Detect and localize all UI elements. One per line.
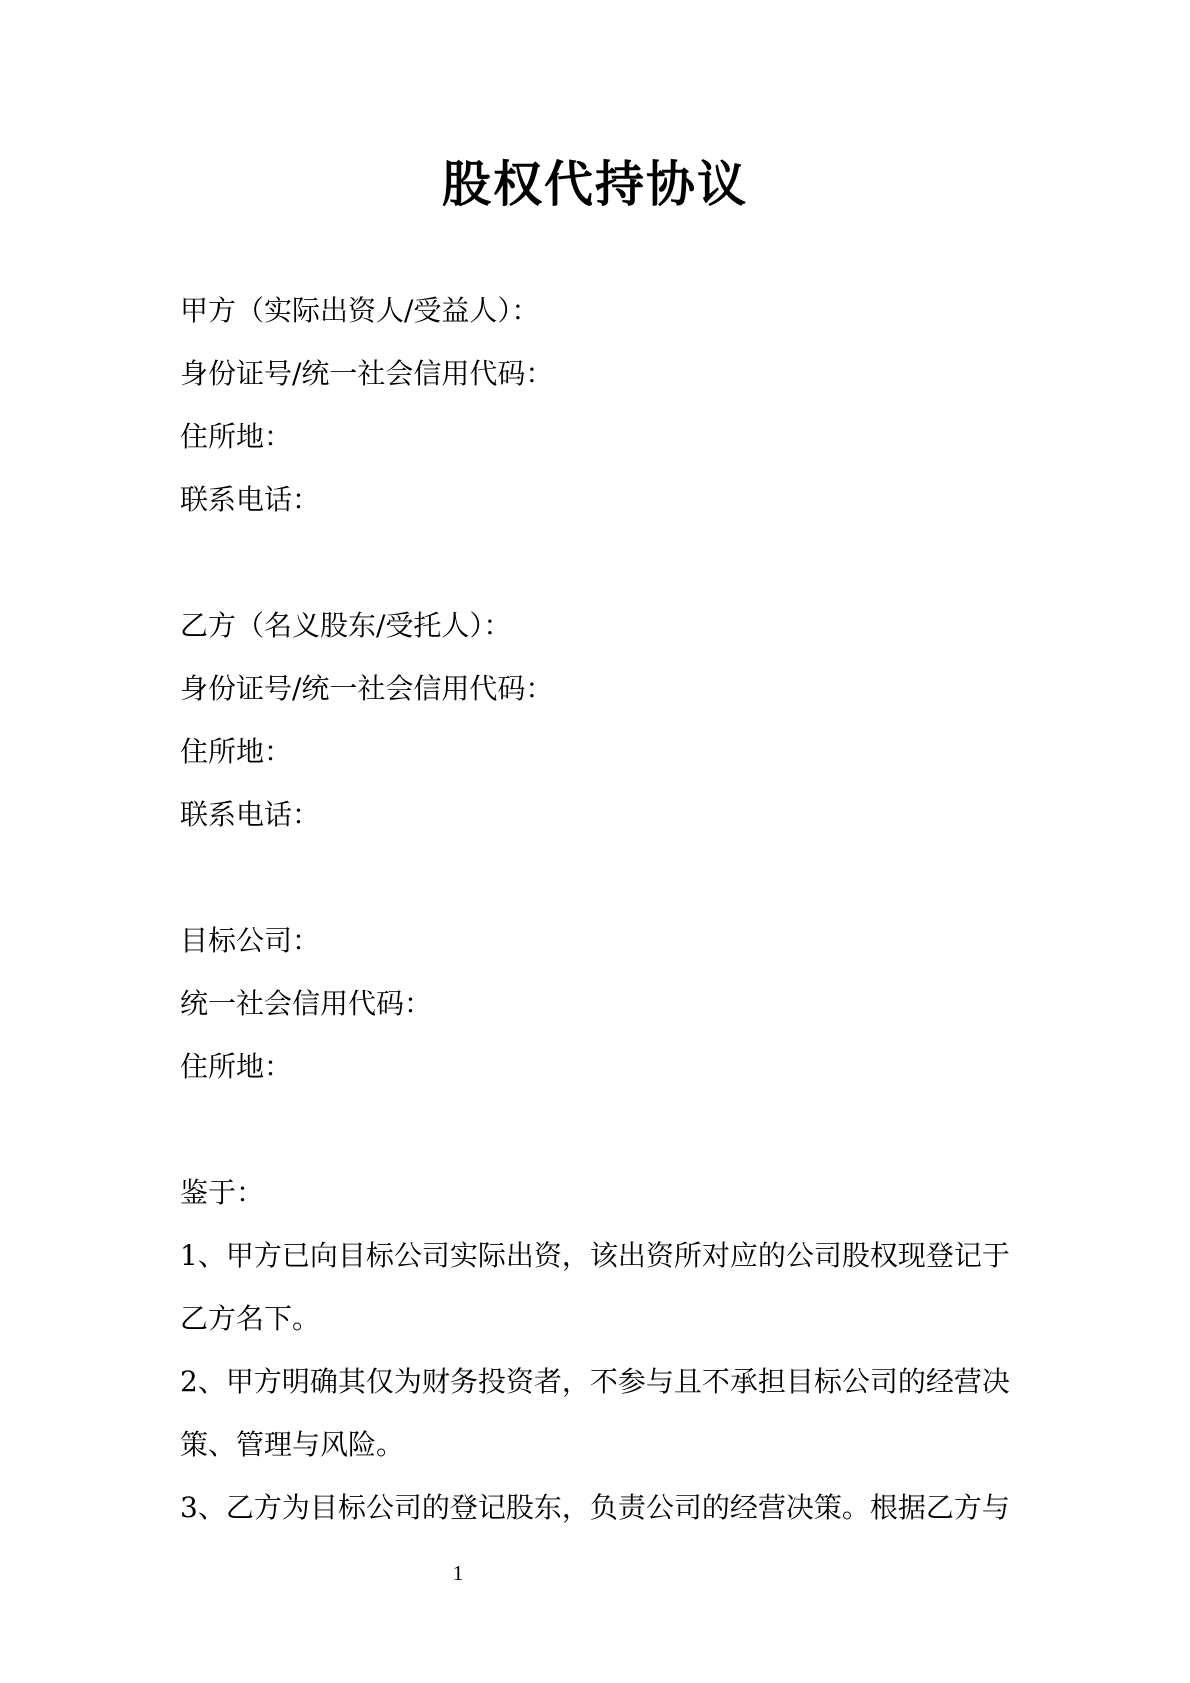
target-company-heading: 目标公司： xyxy=(180,924,321,957)
recitals-heading: 鉴于： xyxy=(180,1176,265,1209)
target-company-section xyxy=(180,909,1015,1098)
recital-1-line-2: 乙方名下。 xyxy=(180,1302,321,1335)
target-company-address-line: 住所地： xyxy=(180,1050,293,1083)
party-b-address-line: 住所地： xyxy=(180,735,293,768)
recital-3-line-1: 3、乙方为目标公司的登记股东，负责公司的经营决策。根据乙方与 xyxy=(180,1491,1010,1524)
document-title: 股权代持协议 xyxy=(441,155,748,213)
document-body xyxy=(180,279,1015,1539)
party-a-section xyxy=(180,279,1015,531)
recitals-section xyxy=(180,1161,1015,1539)
party-b-section xyxy=(180,594,1015,846)
recital-1-line-1: 1、甲方已向目标公司实际出资，该出资所对应的公司股权现登记于 xyxy=(180,1239,1010,1272)
party-a-id-line: 身份证号/统一社会信用代码： xyxy=(180,357,554,390)
party-b-id-line: 身份证号/统一社会信用代码： xyxy=(180,672,554,705)
recital-2-line-2: 策、管理与风险。 xyxy=(180,1428,405,1461)
party-a-address-line: 住所地： xyxy=(180,420,293,453)
party-a-heading: 甲方（实际出资人/受益人）： xyxy=(180,294,540,327)
party-b-heading: 乙方（名义股东/受托人）： xyxy=(180,609,512,642)
target-company-uscc-line: 统一社会信用代码： xyxy=(180,987,433,1020)
page-number: 1 xyxy=(452,1561,464,1585)
recital-2-line-1: 2、甲方明确其仅为财务投资者，不参与且不承担目标公司的经营决 xyxy=(180,1365,1010,1398)
party-a-phone-line: 联系电话： xyxy=(180,483,321,516)
party-b-phone-line: 联系电话： xyxy=(180,798,321,831)
